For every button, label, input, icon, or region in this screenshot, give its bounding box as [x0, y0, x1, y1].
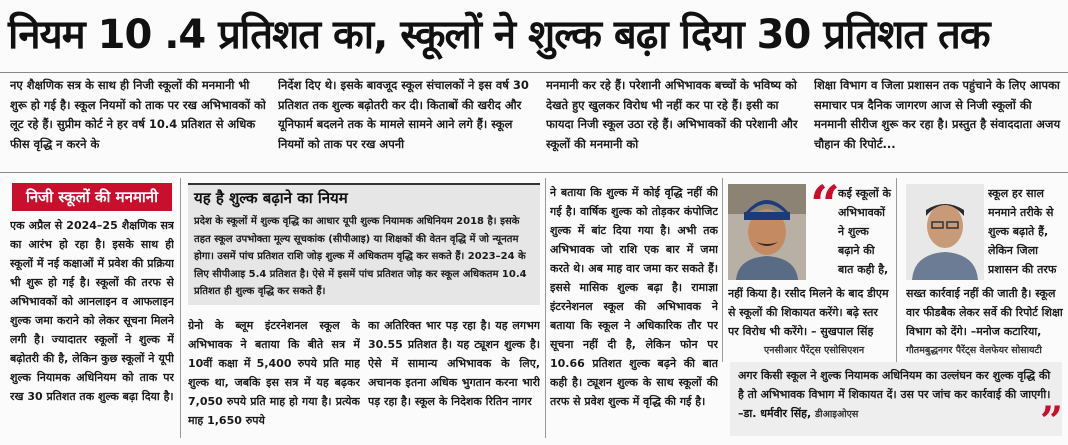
- quote2-text-side: स्कूल हर साल मनमाने तरीके से शुल्क बढ़ाते हैं, लेकिन जिला प्रशासन की तरफ: [988, 187, 1057, 276]
- column-divider: [545, 178, 546, 438]
- quote1-text-side: कई स्कूलों के अभिभावकों ने शुल्क बढ़ाने की बात कही है,: [838, 187, 891, 276]
- quote3-text: अगर किसी स्कूल ने शुल्क नियामक अधिनियम का उल्लंघन कर शुल्क वृद्धि की है तो अभिभावक विभाग में शिकायत दें। उस पर जांच कर कार्रवाई की जाएगी।: [738, 369, 1051, 401]
- column-divider: [180, 178, 181, 438]
- person-photo-icon: [906, 184, 984, 280]
- person-photo-icon: [728, 184, 806, 280]
- quote2-text-below: सख्त कार्रवाई नहीं की जाती है। स्कूल वार फीडबैक लेकर सर्वे की रिपोर्ट शिक्षा विभाग को देंगे। –मनोज कटारिया,: [906, 287, 1063, 338]
- rule-info-box: [188, 183, 540, 305]
- officer-quote-box: [730, 362, 1064, 445]
- quote1-org: एनसीआर पैरेंट्स एसोसिएशन: [764, 345, 865, 356]
- quote-mark-icon: ”: [1040, 398, 1064, 445]
- intro-column-2: निर्देश दिए थे। इसके बावजूद स्कूल संचालकों ने इस वर्ष 30 प्रतिशत तक शुल्क बढ़ोतरी कर दी। किताबों की खरीद और यूनिफार्म बदलने तक के मामले सामने आने लगे हैं। स्कूल नियमों को ताक पर रख अपनी: [278, 78, 529, 151]
- article-left-column: एक अप्रैल से 2024–25 शैक्षणिक सत्र का आरंभ हो रहा है। इसके साथ ही स्कूलों में नई कक्षाओं में प्रवेश की प्रक्रिया भी शुरू हो गई है। स्कूलों की तरफ से अभिभावकों को आनलाइन व आफलाइन शुल्क जमा कराने को लेकर सूचना मिलने लगी है। ज्यादातर स्कूलों ने शुल्क में बढ़ोतरी की है, लेकिन कुछ स्कूलों ने यूपी शुल्क नियामक अधिनियम को ताक पर रख 30 प्रतिशत तक शुल्क बढ़ा दिया है।: [10, 219, 174, 403]
- article-mid-column-2: का अतिरिक्त भार पड़ रहा है। यह लगभग 30.55 प्रतिशत है। यह ट्यूशन शुल्क है। ऐसे में सामान्य अभिभावक के लिए, अचानक इतना अधिक भुगतान करना भारी पड़ रहा है। स्कूल के निदेशक रितिन नागर: [368, 319, 540, 408]
- page-title: नियम 10 .4 प्रतिशत का, स्कूलों ने शुल्क बढ़ा दिया 30 प्रतिशत तक: [8, 12, 990, 58]
- article-mid-column-1: ग्रेनो के ब्लूम इंटरनेशनल स्कूल के अभिभावक ने बताया कि बीते सत्र में 10वीं कक्षा में 5,400 रुपये प्रति माह शुल्क था, जबकि इस सत्र में यह बढ़कर 7,050 रुपये प्रति माह हो गया है। प्रत्येक माह 1,650 रुपये: [188, 319, 360, 427]
- quote1-text-below: नहीं किया है। रसीद मिलने के बाद डीएम से स्कूलों की शिकायत करेंगे। बढ़े स्तर पर विरोध भी करेंगे। – सुखपाल सिंह: [728, 287, 889, 338]
- rule-box-text: प्रदेश के स्कूलों में शुल्क वृद्धि का आधार यूपी शुल्क नियामक अधिनियम 2018 है। इसके तहत स्कूल उपभोक्ता मूल्य सूचकांक (सीपीआइ) या शिक्षकों की वेतन वृद्धि में जो न्यूनतम होगा। उसमें पांच प्रतिशत राशि जोड़ शुल्क में अधिकतम वृद्धि कर सकते हैं। 2023–24 के लिए सीपीआइ 5.4 प्रतिशत है। ऐसे में इसमें पांच प्रतिशत जोड़ कर स्कूल अधिकतम 10.4 प्रतिशत ही शुल्क वृद्धि कर सकते हैं।: [194, 216, 527, 297]
- intro-column-3: मनमानी कर रहे हैं। परेशानी अभिभावक बच्चों के भविष्य को देखते हुए खुलकर विरोध भी नहीं कर पा रहे हैं। इसी का फायदा निजी स्कूल उठा रहे हैं। अभिभावकों की परेशानी और स्कूलों की मनमानी को: [546, 78, 798, 151]
- quote3-attribution: [738, 406, 858, 421]
- quote3-author: –डा. धर्मवीर सिंह,: [738, 407, 812, 420]
- quote-mark-icon: “: [810, 175, 840, 236]
- section-tag: निजी स्कूलों की मनमानी: [12, 183, 172, 211]
- article-mid-column-3: ने बताया कि शुल्क में कोई वृद्धि नहीं की गई है। वार्षिक शुल्क को तोड़कर कंपोजिट शुल्क में बांट दिया गया है। अभी तक अभिभावक जो राशि एक बार में जमा करते थे। अब माह वार जमा कर सकते हैं। इससे मासिक शुल्क बढ़ा है। रामाज्ञा इंटरनेशनल स्कूल की अभिभावक ने बताया कि स्कूल ने अधिकारिक तौर पर सूचना नहीं दी है, लेकिन फोन पर 10.66 प्रतिशत शुल्क बढ़ने की बात कही है। ट्यूशन शुल्क के साथ स्कूलों की तरफ से प्रवेश शुल्क में वृद्धि की गई है।: [550, 186, 718, 408]
- rule-box-title: यह है शुल्क बढ़ाने का नियम: [194, 189, 348, 207]
- column-divider: [896, 178, 897, 362]
- quote3-designation: डीआइओएस: [815, 409, 859, 420]
- column-divider: [722, 178, 723, 362]
- intro-divider: [0, 172, 1068, 173]
- quote2-org: गौतमबुद्धनगर पैरेंट्स वेलफेयर सोसायटी: [906, 345, 1042, 356]
- intro-column-4: शिक्षा विभाग व जिला प्रशासन तक पहुंचाने के लिए आपका समाचार पत्र दैनिक जागरण आज से निजी स्कूलों की मनमानी सीरीज शुरू कर रहा है। प्रस्तुत है संवाददाता अजय चौहान की रिपोर्ट...: [814, 78, 1061, 151]
- headline-divider: [0, 72, 1068, 73]
- intro-column-1: नए शैक्षणिक सत्र के साथ ही निजी स्कूलों की मनमानी भी शुरू हो गई है। स्कूल नियमों को ताक पर रख अभिभावकों को लूट रहे हैं। सुप्रीम कोर्ट ने हर वर्ष 10.4 प्रतिशत से अधिक फीस वृद्धि न करने के: [10, 78, 266, 151]
